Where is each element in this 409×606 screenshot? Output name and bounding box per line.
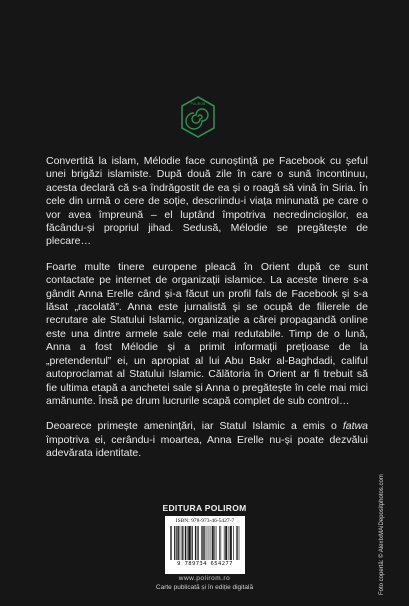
barcode-bar — [176, 526, 177, 560]
barcode-bar — [185, 526, 186, 560]
barcode-bar — [219, 526, 220, 560]
polirom-logo-icon — [180, 96, 216, 138]
blurb-paragraph-1: Convertită la islam, Mélodie face cunoștință pe Facebook cu șeful unei brigăzi islamiste. După două zile în care o sună încontinuu, acesta declară că s-a îndrăgostit de ea și o roagă să vină în Siria. În cele din urmă o cere de soție, descriindu-i viața minunată pe care o vor avea împreună – el luptând împotriva necredincioșilor, ea făcându-și propriul jihad. Sedusă, Mélodie se pregătește de plecare… — [46, 155, 368, 248]
back-cover-blurb — [46, 155, 368, 473]
barcode-bar — [203, 526, 204, 560]
blurb-p3-start: Deoarece primește amenințări, iar Statul Islamic a emis o — [46, 420, 343, 433]
barcode-bar — [204, 526, 205, 560]
barcode-bar — [233, 526, 234, 560]
barcode-bar — [231, 526, 232, 560]
barcode-bar — [216, 526, 217, 560]
isbn-barcode — [165, 516, 245, 574]
logo-label: POLIROM — [190, 102, 206, 106]
barcode-bars — [170, 526, 240, 560]
barcode-bar — [174, 526, 175, 560]
barcode-bar — [198, 526, 199, 560]
barcode-bar — [231, 526, 232, 560]
barcode-bar — [192, 526, 193, 560]
barcode-bar — [195, 526, 196, 560]
barcode-bar — [227, 526, 228, 560]
isbn-number: ISBN: 978-973-46-5427-7 — [175, 518, 235, 524]
barcode-bar — [188, 526, 189, 560]
barcode-bar — [206, 526, 207, 560]
barcode-bar — [229, 526, 230, 560]
barcode-bar — [192, 526, 193, 560]
barcode-bar — [213, 526, 214, 560]
barcode-bar — [179, 526, 180, 560]
barcode-bar — [214, 526, 215, 560]
barcode-bar — [189, 526, 190, 560]
barcode-bar — [239, 526, 240, 560]
digital-edition-note: Carte publicată și în ediție digitală — [155, 584, 254, 591]
fatwa-term: fatwa — [342, 420, 368, 433]
barcode-bar — [212, 526, 213, 560]
barcode-bar — [190, 526, 191, 560]
barcode-bar — [226, 526, 227, 560]
barcode-bar — [183, 526, 184, 560]
barcode-bar — [220, 526, 221, 560]
publisher-name: EDITURA POLIROM — [162, 503, 247, 513]
barcode-bar — [230, 526, 231, 560]
barcode-bar — [185, 526, 186, 560]
barcode-bar — [202, 526, 203, 560]
blurb-paragraph-3 — [46, 420, 368, 460]
barcode-bar — [182, 526, 183, 560]
barcode-bar — [201, 526, 202, 560]
barcode-bar — [236, 526, 237, 560]
barcode-bar — [212, 526, 213, 560]
barcode-bar — [171, 526, 172, 560]
blurb-p3-end: împotriva ei, cerându-i moartea, Anna Erelle nu-și poate dezvălui adevărata identitate. — [46, 433, 368, 460]
barcode-bar — [178, 526, 179, 560]
barcode-bar — [225, 526, 226, 560]
barcode-bar — [177, 526, 178, 560]
barcode-bar — [210, 526, 211, 560]
barcode-bar — [224, 526, 225, 560]
barcode-bar — [181, 526, 182, 560]
barcode-bar — [175, 526, 176, 560]
barcode-bar — [170, 526, 171, 560]
barcode-bar — [237, 526, 238, 560]
publisher-website: www.polirom.ro — [178, 575, 231, 582]
ean-number: 9 789734 654277 — [177, 561, 233, 567]
blurb-paragraph-2: Foarte multe tinere europene pleacă în Orient după ce sunt contactate pe internet de organizații islamice. La aceste tinere s-a gândit Anna Erelle când și-a făcut un profil fals de Facebook și s-a lăsat „racolată”. Anna este jurnalistă și se ocupă de filierele de recrutare ale Statului Islamic, organizație a cărei propagandă online este una dintre armele sale cele mai redutabile. Timp de o lună, Anna a fost Mélodie și a primit informații prețioase de la „pretendentul” ei, un apropiat al lui Abu Bakr al-Baghdadi, califul autoproclamat al Statului Islamic. Călătoria în Orient ar fi trebuit să fie ultima etapă a anchetei sale și Anna o pregătește în cele mai mici amănunte. Însă pe drum lucrurile scapă complet de sub control… — [46, 260, 368, 407]
barcode-bar — [208, 526, 209, 560]
barcode-bar — [196, 526, 197, 560]
photo-credit: Foto copertă: © AlexIxMAiDepositphotos.com — [379, 474, 385, 595]
barcode-bar — [190, 526, 191, 560]
barcode-bar — [197, 526, 198, 560]
barcode-bar — [187, 526, 188, 560]
